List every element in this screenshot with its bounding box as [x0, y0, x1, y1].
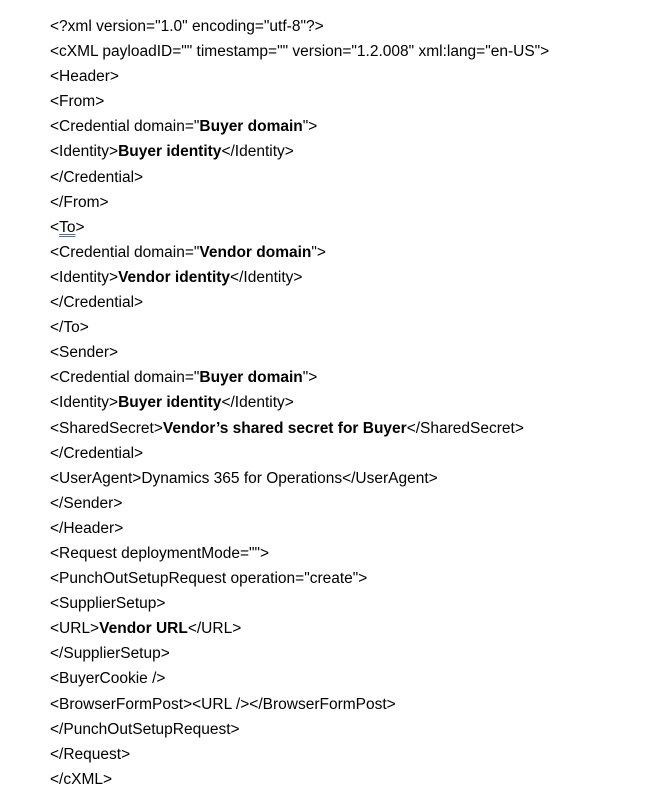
- text-segment: <Credential domain=": [50, 369, 200, 387]
- document-line: [50, 215, 640, 240]
- bold-value-text: Vendor’s shared secret for Buyer: [162, 419, 407, 437]
- document-line: [50, 365, 640, 390]
- bold-value-text: Buyer domain: [199, 369, 303, 387]
- text-segment: <?xml version="1.0" encoding="utf-8"?>: [50, 18, 324, 35]
- document-line: [50, 541, 640, 566]
- text-segment: </Credential>: [50, 444, 144, 462]
- document-line: [50, 441, 640, 466]
- bold-value-text: Buyer identity: [118, 394, 222, 412]
- text-segment: </From>: [50, 193, 109, 211]
- document-line: [50, 616, 640, 641]
- text-segment: </URL>: [187, 620, 242, 638]
- document-line: [50, 466, 640, 491]
- text-segment: </Credential>: [50, 294, 144, 312]
- text-segment: >: [75, 218, 85, 236]
- document-line: [50, 767, 640, 792]
- text-segment: <BrowserFormPost><URL /></BrowserFormPost>: [50, 695, 396, 713]
- text-segment: </PunchOutSetupRequest>: [50, 720, 240, 738]
- text-segment: <BuyerCookie />: [50, 670, 166, 688]
- document-line: [50, 165, 640, 190]
- document-line: [50, 64, 640, 89]
- document-line: [50, 390, 640, 415]
- document-line: [50, 692, 640, 717]
- text-segment: </Header>: [50, 519, 124, 537]
- text-segment: </Request>: [50, 745, 131, 763]
- document-line: [50, 566, 640, 591]
- text-segment: ">: [311, 243, 326, 261]
- text-segment: </Sender>: [50, 494, 123, 512]
- document-line: [50, 641, 640, 666]
- text-segment: </To>: [50, 319, 89, 337]
- text-segment: <Sender>: [50, 344, 119, 362]
- text-segment: <Credential domain=": [50, 118, 200, 136]
- text-segment: </Credential>: [50, 168, 144, 186]
- text-segment: <From>: [50, 93, 105, 111]
- text-segment: ">: [302, 118, 318, 136]
- text-segment: <Identity>: [50, 268, 119, 286]
- text-segment: <Credential domain=": [50, 243, 200, 261]
- document-line: [50, 416, 640, 441]
- document-line: [50, 139, 640, 164]
- text-segment: </SharedSecret>: [406, 419, 524, 437]
- bold-value-text: Vendor domain: [199, 243, 312, 261]
- text-segment: ">: [302, 369, 318, 387]
- document-line: [50, 114, 640, 139]
- text-segment: </cXML>: [50, 770, 113, 788]
- document-line: [50, 491, 640, 516]
- text-segment: </Identity>: [221, 394, 294, 412]
- text-segment: </Identity>: [230, 268, 303, 286]
- bold-value-text: Buyer identity: [118, 143, 222, 161]
- document-line: [50, 666, 640, 691]
- bold-value-text: Vendor identity: [118, 268, 231, 286]
- spellcheck-flagged-text: To: [59, 218, 76, 236]
- bold-value-text: Buyer domain: [199, 118, 303, 136]
- document-line: [50, 265, 640, 290]
- document-line: [50, 240, 640, 265]
- document-line: [50, 516, 640, 541]
- text-segment: <SupplierSetup>: [50, 595, 166, 613]
- bold-value-text: Vendor URL: [99, 620, 188, 638]
- document-line: [50, 89, 640, 114]
- document-line: [50, 591, 640, 616]
- text-segment: <URL>: [50, 620, 100, 638]
- document-line: [50, 340, 640, 365]
- document-line: [50, 14, 640, 39]
- text-segment: <: [50, 218, 60, 236]
- text-segment: <Identity>: [50, 394, 119, 412]
- document-line: [50, 717, 640, 742]
- text-segment: <PunchOutSetupRequest operation="create">: [50, 570, 368, 588]
- document-line: [50, 39, 640, 64]
- text-segment: <Identity>: [50, 143, 119, 161]
- xml-document: [50, 14, 640, 792]
- text-segment: </SupplierSetup>: [50, 645, 170, 663]
- text-segment: <SharedSecret>: [50, 419, 163, 437]
- document-line: [50, 315, 640, 340]
- document-line: [50, 190, 640, 215]
- text-segment: <Header>: [50, 68, 119, 86]
- document-line: [50, 742, 640, 767]
- text-segment: </Identity>: [221, 143, 294, 161]
- text-segment: <cXML payloadID="" timestamp="" version="1.2.008" xml:lang="en-US">: [50, 43, 550, 61]
- text-segment: <Request deploymentMode="">: [50, 544, 270, 562]
- text-segment: <UserAgent>Dynamics 365 for Operations</UserAgent>: [50, 469, 438, 487]
- document-line: [50, 290, 640, 315]
